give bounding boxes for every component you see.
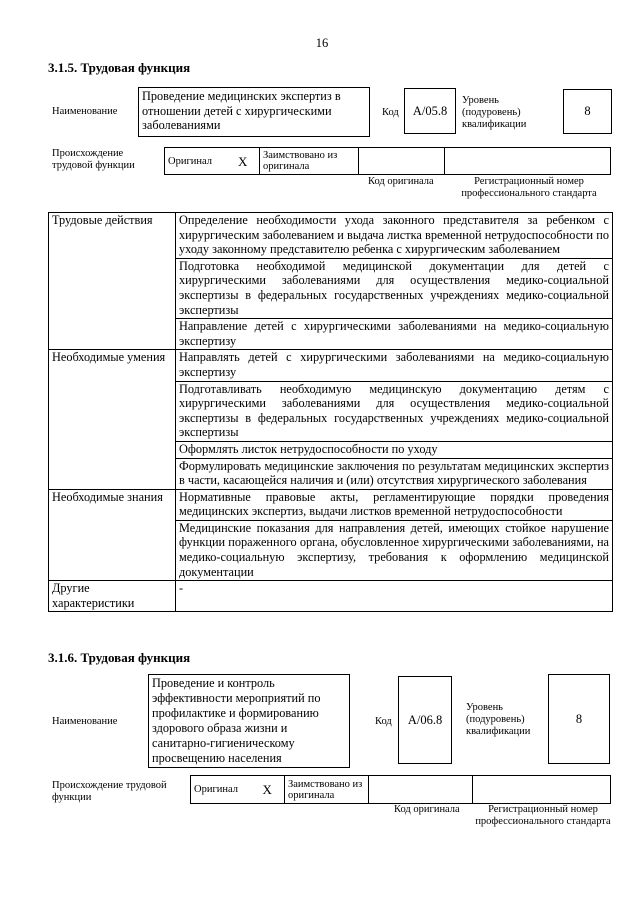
table-row <box>49 350 613 381</box>
original-mark-316: X <box>251 776 285 804</box>
section-heading-315: 3.1.5. Трудовая функция <box>48 60 191 75</box>
borrowed-label-316: Заимствовано из оригинала <box>285 776 369 804</box>
reg-number-cell-315 <box>445 148 611 175</box>
code-original-cell-316 <box>369 776 473 804</box>
code-value-316-text: А/06.8 <box>407 712 443 727</box>
name-label-315: Наименование <box>52 106 118 117</box>
row-label-other: Другие характеристики <box>49 581 176 612</box>
actions-item-2: Подготовка необходимой медицинской документации для детей с хирургическими заболеваниями для осуществления медико-социальной экспертизы в федеральных государственных учреждениях медико-социальной экспертизы <box>176 258 613 318</box>
level-label-315: Уровень (подуровень) квалификации <box>462 95 527 130</box>
knowledge-item-1: Нормативные правовые акты, регламентирующие порядки проведения медицинских экспертиз, выдачи листков временной нетрудоспособности <box>176 489 613 520</box>
page-number: 16 <box>315 36 329 50</box>
section-heading-316: 3.1.6. Трудовая функция <box>48 650 191 665</box>
origin-label-316: Происхождение трудовой функции <box>52 780 167 803</box>
knowledge-item-2: Медицинские показания для направления детей, имеющих стойкое нарушение функции пораженного органа, обусловленное хирургическими заболеваниями, на медико-социальную экспертизу, требования к оформлению медицинской документации <box>176 520 613 580</box>
name-value-315 <box>138 87 370 137</box>
code-value-315 <box>404 88 456 134</box>
reg-number-cell-316 <box>473 776 611 804</box>
function-details-table <box>48 212 613 612</box>
actions-item-1: Определение необходимости ухода законного представителя за ребенком с хирургическим заболеванием и выдача листка временной нетрудоспособности по уходу законному представителю ребенка с хирургическим заболеванием <box>176 213 613 259</box>
table-row <box>49 581 613 612</box>
origin-table-315 <box>164 147 611 175</box>
code-label-315: Код <box>382 107 399 118</box>
other-item-1: - <box>176 581 613 612</box>
actions-item-3: Направление детей с хирургическими заболеваниями на медико-социальную экспертизу <box>176 319 613 350</box>
code-value-316 <box>398 676 452 764</box>
table-row <box>49 489 613 520</box>
skills-item-2: Подготавливать необходимую медицинскую документацию детям с хирургическими заболеваниями для осуществления медико-социальной экспертизы в федеральных государственных учреждениях медико-социальной экспертизы <box>176 381 613 441</box>
level-value-315 <box>563 89 612 134</box>
code-label-316: Код <box>375 716 392 727</box>
origin-label-315: Происхождение трудовой функции <box>52 148 135 171</box>
row-label-skills: Необходимые умения <box>49 350 176 489</box>
code-original-caption-315: Код оригинала <box>368 176 434 187</box>
reg-number-caption-316: Регистрационный номер профессионального стандарта <box>475 804 611 827</box>
original-label-316: Оригинал <box>191 776 251 804</box>
original-mark-315: X <box>227 148 260 175</box>
reg-number-caption-315: Регистрационный номер профессионального стандарта <box>461 176 597 199</box>
level-value-316 <box>548 674 610 764</box>
name-value-316 <box>148 674 350 768</box>
code-original-caption-316: Код оригинала <box>394 804 460 815</box>
borrowed-label-315: Заимствовано из оригинала <box>260 148 359 175</box>
origin-table-316 <box>190 775 611 804</box>
level-value-316-text: 8 <box>575 711 583 726</box>
skills-item-4: Формулировать медицинские заключения по результатам медицинских экспертиз в части, касающейся наличия и (или) отсутствия хирургического заболевания <box>176 458 613 489</box>
row-label-knowledge: Необходимые знания <box>49 489 176 581</box>
skills-item-3: Оформлять листок нетрудоспособности по уходу <box>176 441 613 458</box>
level-value-315-text: 8 <box>584 104 591 118</box>
skills-item-1: Направлять детей с хирургическими заболеваниями на медико-социальную экспертизу <box>176 350 613 381</box>
level-label-316: Уровень (подуровень) квалификации <box>466 702 531 737</box>
code-original-cell-315 <box>359 148 445 175</box>
name-value-316-text: Проведение и контроль эффективности мероприятий по профилактике и формированию здорового образа жизни и санитарно-гигиеническому просвещению населения <box>152 676 321 765</box>
original-label-315: Оригинал <box>165 148 227 175</box>
row-label-actions: Трудовые действия <box>49 213 176 350</box>
name-label-316: Наименование <box>52 716 118 727</box>
name-value-315-text: Проведение медицинских экспертиз в отношении детей с хирургическими заболеваниями <box>142 89 341 132</box>
code-value-315-text: А/05.8 <box>412 103 448 118</box>
table-row <box>49 213 613 259</box>
